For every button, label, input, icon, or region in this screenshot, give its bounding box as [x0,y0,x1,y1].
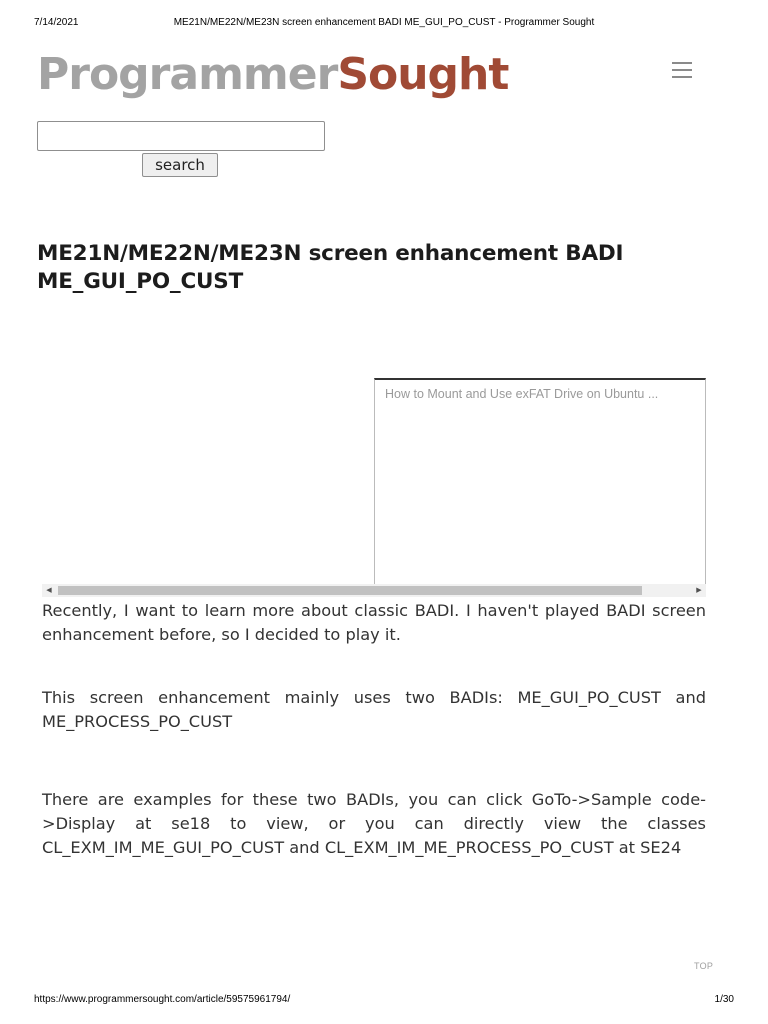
article-paragraph: There are examples for these two BADIs, you can click GoTo->Sample code->Display at se18 to view, or you can directly view the classes CL_EXM_IM_ME_GUI_PO_CUST and CL_EXM_IM_ME_PROCESS_PO_CUST at SE24 [42,790,706,857]
scroll-left-arrow-icon[interactable]: ◀ [46,586,52,594]
scrollbar-thumb[interactable] [58,586,642,595]
scroll-right-arrow-icon[interactable]: ▶ [696,586,702,594]
menu-line [672,69,692,71]
back-to-top-link[interactable]: TOP [694,961,714,971]
print-header [0,17,768,31]
hamburger-icon[interactable] [672,60,694,80]
print-date: 7/14/2021 [34,17,79,28]
search-button[interactable]: search [142,153,218,177]
logo-part-sought: Sought [337,49,509,100]
article-title: ME21N/ME22N/ME23N screen enhancement BADI ME_GUI_PO_CUST [37,241,624,294]
search-input[interactable] [37,121,325,151]
print-page-number: 1/30 [714,994,734,1005]
related-article-title[interactable]: How to Mount and Use exFAT Drive on Ubuntu ... [385,387,659,401]
horizontal-scrollbar[interactable] [42,584,706,597]
article-paragraph: Recently, I want to learn more about classic BADI. I haven't played BADI screen enhancement before, so I decided to play it. [42,601,706,644]
site-logo[interactable] [37,48,508,102]
print-page-title: ME21N/ME22N/ME23N screen enhancement BADI ME_GUI_PO_CUST - Programmer Sought [173,17,595,28]
menu-line [672,76,692,78]
article-paragraph: This screen enhancement mainly uses two BADIs: ME_GUI_PO_CUST and ME_PROCESS_PO_CUST [42,688,706,731]
related-article-embed[interactable] [374,378,706,584]
print-footer [0,994,768,1008]
print-url: https://www.programmersought.com/article/59575961794/ [34,994,291,1005]
menu-line [672,62,692,64]
logo-part-programmer: Programmer [37,49,338,100]
